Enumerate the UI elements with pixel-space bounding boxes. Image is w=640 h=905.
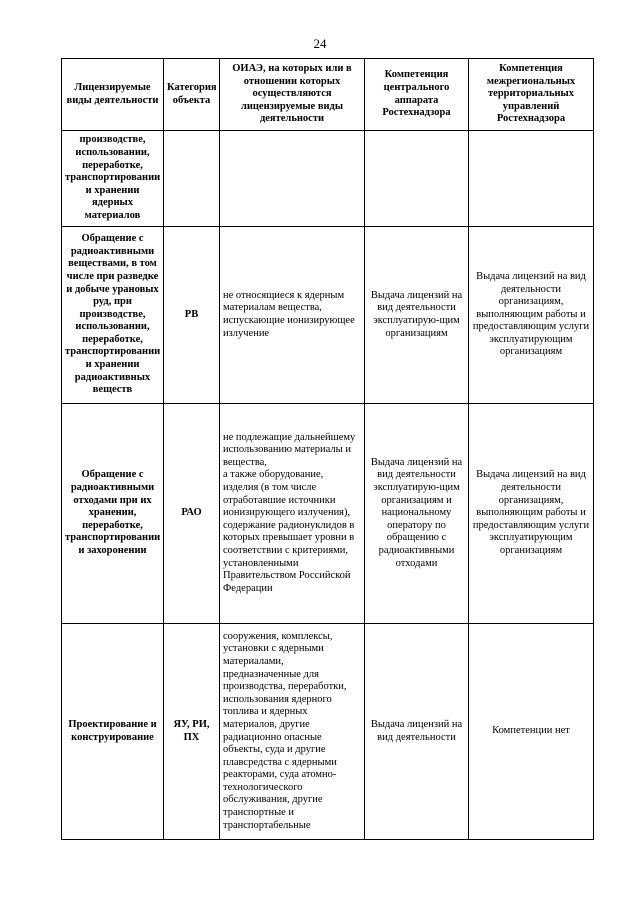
category-cell: РВ	[164, 227, 220, 404]
table-row	[62, 624, 594, 840]
header-activity: Лицензируемые виды деятельности	[62, 59, 164, 131]
activity-cell: производстве, использовании, переработке, транспортировании и хранении ядерных материалов	[62, 131, 164, 227]
category-cell: ЯУ, РИ, ПХ	[164, 624, 220, 840]
header-objects: ОИАЭ, на которых или в отношении которых осуществляются лицензируемые виды деятельности	[220, 59, 365, 131]
objects-cell	[220, 131, 365, 227]
table-row	[62, 404, 594, 624]
category-cell	[164, 131, 220, 227]
activity-cell: Проектирование и конструирование	[62, 624, 164, 840]
activity-cell: Обращение с радиоактивными отходами при их хранении, переработке, транспортировании и захоронении	[62, 404, 164, 624]
objects-cell: не подлежащие дальнейшему использованию материалы и вещества, а также оборудование, изделия (в том числе отработавшие источники ионизирующего излучения), содержание радионуклидов в которых превышает уровни в соответствии с критериями, установленными Правительством Российской Федерации	[220, 404, 365, 624]
objects-cell: сооружения, комплексы, установки с ядерными материалами, предназначенные для производства, переработки, использования ядерного топлива и ядерных материалов, другие радиационно опасные объекты, суда и другие плавсредства с ядерными реакторами, суда атомно-технологического обслуживания, другие транспортные и транспортабельные	[220, 624, 365, 840]
header-central: Компетенция центрального аппарата Ростехнадзора	[365, 59, 469, 131]
regional-cell	[469, 131, 594, 227]
regional-cell: Выдача лицензий на вид деятельности организациям, выполняющим работы и предоставляющим услуги эксплуатирующим организациям	[469, 404, 594, 624]
header-category: Категория объекта	[164, 59, 220, 131]
central-cell	[365, 131, 469, 227]
activity-cell: Обращение с радиоактивными веществами, в том числе при разведке и добыче урановых руд, при производстве, использовании, переработке, транспортировании и хранении радиоактивных веществ	[62, 227, 164, 404]
table-header-row	[62, 59, 594, 131]
central-cell: Выдача лицензий на вид деятельности	[365, 624, 469, 840]
central-cell: Выдача лицензий на вид деятельности эксплуатирую-щим организациям и национальному оператору по обращению с радиоактивными отходами	[365, 404, 469, 624]
objects-cell: не относящиеся к ядерным материалам вещества, испускающие ионизирующее излучение	[220, 227, 365, 404]
category-cell: РАО	[164, 404, 220, 624]
page-number: 24	[313, 36, 327, 51]
central-cell: Выдача лицензий на вид деятельности эксплуатирую-щим организациям	[365, 227, 469, 404]
regional-cell: Компетенции нет	[469, 624, 594, 840]
table-row	[62, 131, 594, 227]
header-regional: Компетенция межрегиональных территориальных управлений Ростехнадзора	[469, 59, 594, 131]
regional-cell: Выдача лицензий на вид деятельности организациям, выполняющим работы и предоставляющим услуги эксплуатирующим организациям	[469, 227, 594, 404]
table-row	[62, 227, 594, 404]
license-table	[61, 58, 594, 840]
